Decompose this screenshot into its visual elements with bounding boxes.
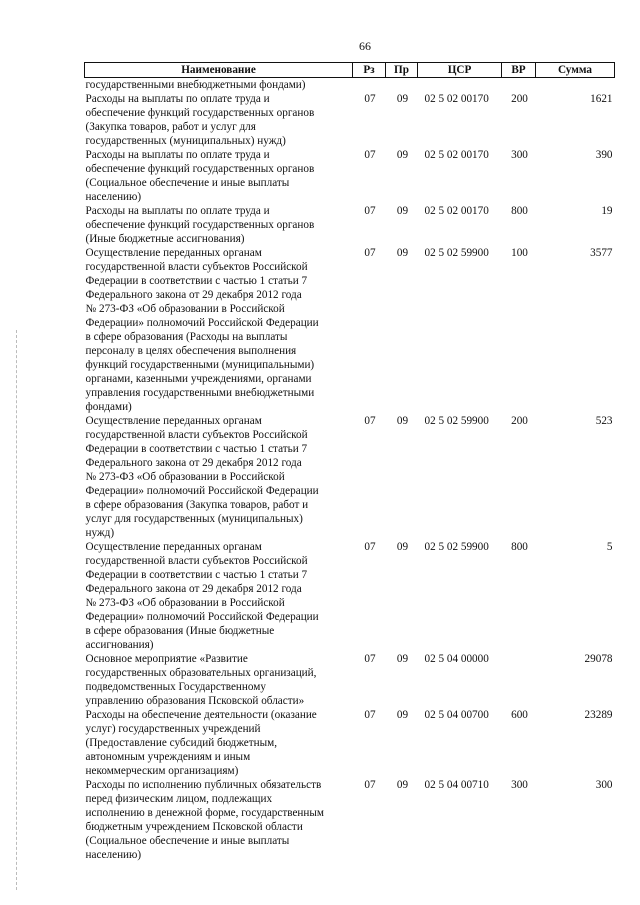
header-name: Наименование [85,63,353,78]
row-sum [536,78,615,93]
row-rz: 07 [364,205,376,217]
header-csr: ЦСР [418,63,502,78]
row-pr: 09 [396,93,409,105]
row-sum: 3577 [590,247,613,259]
row-pr: 09 [396,247,409,259]
row-rz: 07 [364,653,376,665]
row-rz: 07 [364,247,376,259]
row-vr [502,78,536,93]
row-vr: 300 [511,779,528,791]
row-csr [418,78,502,93]
row-rz [353,78,386,93]
row-csr: 02 5 02 00170 [424,149,489,161]
row-sum: 5 [606,541,613,553]
row-sum: 29078 [584,653,613,665]
row-name: Расходы по исполнению публичных обязательств перед физическим лицом, подлежащих исполнению в денежной форме, государственным бюджетным учреждением Псковской области (Социальное обеспечение и иные выплаты населению) [85,779,324,861]
row-rz: 07 [364,709,376,721]
table-row [85,414,615,540]
table-row [85,92,615,148]
table-row [85,652,615,708]
row-vr: 200 [511,93,528,105]
row-rz: 07 [364,93,376,105]
row-name: Основное мероприятие «Развитие государственных образовательных организаций, подведомственных Государственному управлению образования Псковской области» [85,653,317,707]
row-vr: 100 [511,247,528,259]
row-csr: 02 5 02 59900 [424,247,489,259]
table-header [85,63,615,78]
row-sum: 23289 [584,709,613,721]
row-pr: 09 [396,709,409,721]
row-name: Осуществление переданных органам государственной власти субъектов Российской Федерации в соответствии с частью 1 статьи 7 Федерального закона от 29 декабря 2012 года № 273-ФЗ «Об образовании в Российской Федерации» полномочий Российской Федерации в сфере образования (Расходы на выплаты персоналу в целях обеспечения выполнения функций государственными (муниципальными) органами, казенными учреждениями, органами управления государственными внебюджетными фондами) [85,247,319,413]
header-rz: Рз [353,63,386,78]
header-pr: Пр [386,63,418,78]
page-number: 66 [359,39,371,53]
row-sum: 390 [595,149,613,161]
row-csr: 02 5 04 00000 [424,653,489,665]
row-rz: 07 [364,149,376,161]
table-body [85,78,615,863]
row-csr: 02 5 02 00170 [424,93,489,105]
row-pr: 09 [396,779,409,791]
row-pr: 09 [396,415,409,427]
row-csr: 02 5 02 00170 [424,205,489,217]
row-rz: 07 [364,541,376,553]
row-csr: 02 5 04 00700 [424,709,489,721]
row-pr: 09 [396,653,409,665]
row-vr [502,652,536,708]
row-sum: 1621 [590,93,613,105]
row-rz: 07 [364,779,376,791]
row-name: Расходы на выплаты по оплате труда и обеспечение функций государственных органов (Социальное обеспечение и иные выплаты населению) [85,149,315,203]
table-row [85,778,615,862]
row-pr [386,78,418,93]
row-csr: 02 5 02 59900 [424,541,489,553]
row-name: Расходы на обеспечение деятельности (оказание услуг) государственных учреждений (Предоставление субсидий бюджетным, автономным учреждениям и иным некоммерческим организациям) [85,709,317,777]
table-row [85,148,615,204]
row-sum: 523 [595,415,613,427]
row-csr: 02 5 04 00710 [424,779,489,791]
table-row [85,78,615,93]
row-pr: 09 [396,149,409,161]
table-row [85,708,615,778]
row-name: Расходы на выплаты по оплате труда и обеспечение функций государственных органов (Иные бюджетные ассигнования) [85,205,315,245]
row-vr: 200 [511,415,528,427]
table-row [85,540,615,652]
row-vr: 800 [511,205,528,217]
budget-table [84,62,615,862]
row-sum: 300 [595,779,613,791]
scan-edge-line [16,330,17,890]
row-name: Осуществление переданных органам государственной власти субъектов Российской Федерации в соответствии с частью 1 статьи 7 Федерального закона от 29 декабря 2012 года № 273-ФЗ «Об образовании в Российской Федерации» полномочий Российской Федерации в сфере образования (Иные бюджетные ассигнования) [85,541,319,651]
row-csr: 02 5 02 59900 [424,415,489,427]
row-name: Осуществление переданных органам государственной власти субъектов Российской Федерации в соответствии с частью 1 статьи 7 Федерального закона от 29 декабря 2012 года № 273-ФЗ «Об образовании в Российской Федерации» полномочий Российской Федерации в сфере образования (Закупка товаров, работ и услуг для государственных (муниципальных) нужд) [85,415,319,539]
table-row [85,204,615,246]
row-pr: 09 [396,205,409,217]
row-vr: 300 [511,149,528,161]
row-vr: 800 [511,541,528,553]
header-sum: Сумма [536,63,615,78]
row-sum: 19 [601,205,613,217]
row-pr: 09 [396,541,409,553]
table-row [85,246,615,414]
row-vr: 600 [511,709,528,721]
header-vr: ВР [502,63,536,78]
row-name: государственными внебюджетными фондами) [85,79,306,91]
row-name: Расходы на выплаты по оплате труда и обеспечение функций государственных органов (Закупка товаров, работ и услуг для государственных (муниципальных) нужд) [85,93,315,147]
row-rz: 07 [364,415,376,427]
